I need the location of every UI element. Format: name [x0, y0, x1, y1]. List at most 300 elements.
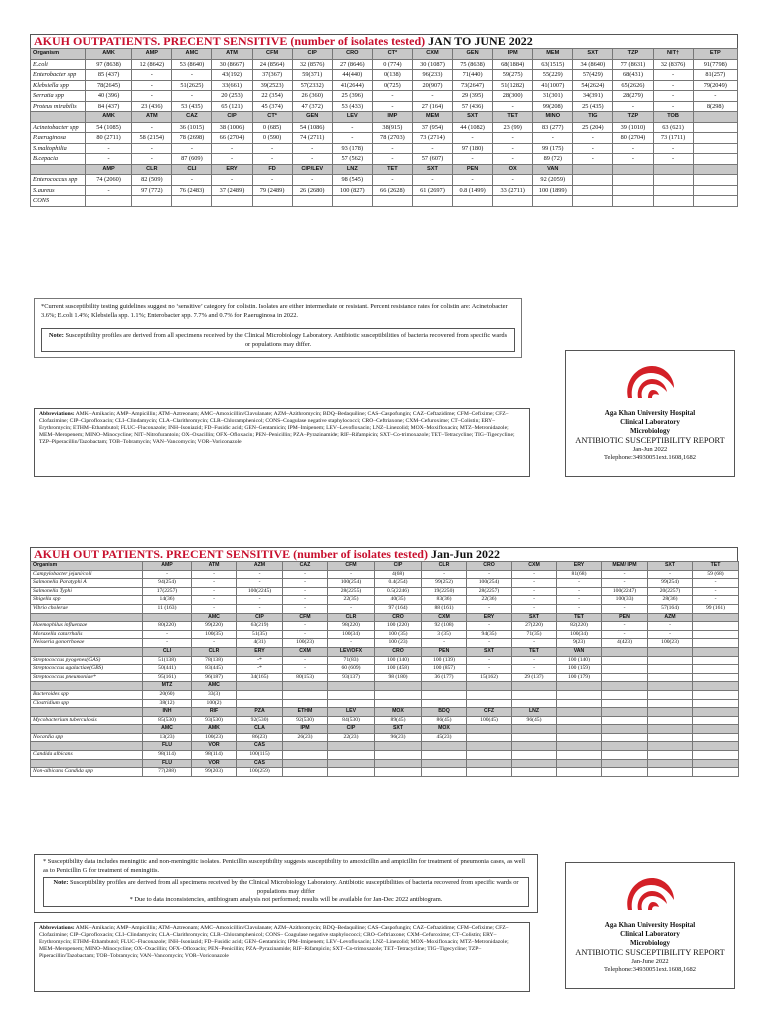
antibiotic-code: ATM — [132, 112, 172, 123]
antibiotic-code: BDQ — [422, 708, 467, 717]
susceptibility-value: 13(23) — [143, 733, 192, 742]
susceptibility-value: 29 (137) — [512, 673, 557, 682]
susceptibility-value: - — [283, 579, 328, 588]
susceptibility-value: 57 (562) — [332, 154, 372, 165]
susceptibility-value: - — [172, 70, 212, 81]
antibiotic-code: RIF — [192, 708, 237, 717]
susceptibility-value: 58 (2154) — [132, 133, 172, 144]
organism-name: Vibrio cholerae — [31, 604, 143, 613]
susceptibility-value: 99(203) — [192, 768, 237, 777]
susceptibility-value: 28(36) — [648, 596, 693, 605]
susceptibility-value: 23 (99) — [493, 122, 533, 133]
susceptibility-value: - — [602, 579, 648, 588]
susceptibility-value: 59(275) — [493, 70, 533, 81]
antibiotic-code: MTZ — [143, 682, 192, 691]
susceptibility-value: - — [653, 143, 693, 154]
susceptibility-value: 66 (2628) — [372, 185, 412, 196]
susceptibility-value: 88 (161) — [422, 604, 467, 613]
susceptibility-value — [693, 656, 739, 665]
antibiotic-code — [557, 725, 602, 734]
organism-column-header — [31, 742, 143, 751]
antibiotic-code — [467, 742, 512, 751]
susceptibility-value — [328, 751, 375, 760]
susceptibility-value: - — [467, 665, 512, 674]
susceptibility-value — [467, 733, 512, 742]
susceptibility-value: 0(138) — [372, 70, 412, 81]
susceptibility-value — [375, 751, 422, 760]
susceptibility-value: 100 (220) — [375, 622, 422, 631]
susceptibility-value: - — [453, 154, 493, 165]
susceptibility-value: - — [602, 570, 648, 579]
antibiotic-code — [693, 682, 739, 691]
antibiotic-code: MEM — [533, 49, 573, 60]
antibiotic-code: MINO — [533, 112, 573, 123]
organism-row — [31, 622, 739, 631]
susceptibility-value: 36 (1015) — [172, 122, 212, 133]
susceptibility-value — [533, 196, 573, 207]
akuh-logo-card-2: Aga Khan University Hospital Clinical Laboratory Microbiology ANTIBIOTIC SUSCEPTIBILITY REPORT Jan-June 2022 Telephone:34930051ext.1608,1682 — [565, 862, 735, 989]
organism-column-header — [31, 682, 143, 691]
antibiotic-code: ETHM — [283, 708, 328, 717]
susceptibility-value: 100 (179) — [557, 673, 602, 682]
susceptibility-value: 39(2523) — [252, 80, 292, 91]
susceptibility-value: 27(220) — [512, 622, 557, 631]
susceptibility-value: 100(33) — [602, 596, 648, 605]
susceptibility-value: 57(164) — [648, 604, 693, 613]
susceptibility-value — [602, 665, 648, 674]
susceptibility-value: - — [212, 143, 252, 154]
susceptibility-value: 100(35) — [192, 630, 237, 639]
report-2-title: AKUH OUT PATIENTS. PRECENT SENSITIVE (number of isolates tested) Jan-Jun 2022 — [30, 547, 738, 561]
susceptibility-value: 98 (545) — [332, 175, 372, 186]
susceptibility-value: 100 (139) — [422, 656, 467, 665]
susceptibility-value: - — [557, 587, 602, 596]
antibiotic-code: MOX — [422, 725, 467, 734]
organism-name: Non-albicans Candida spp — [31, 768, 143, 777]
susceptibility-value: - — [283, 587, 328, 596]
susceptibility-value: - — [328, 639, 375, 648]
susceptibility-value — [283, 768, 328, 777]
organism-row — [31, 185, 738, 196]
susceptibility-value: - — [467, 570, 512, 579]
antibiotic-code — [375, 742, 422, 751]
susceptibility-value: 100(259) — [237, 768, 283, 777]
antibiotic-code — [375, 682, 422, 691]
susceptibility-value: 57 (436) — [453, 101, 493, 112]
susceptibility-value: - — [283, 665, 328, 674]
antibiotic-code — [602, 708, 648, 717]
susceptibility-value: 22(23) — [328, 733, 375, 742]
antibiotic-code: CRO — [375, 647, 422, 656]
susceptibility-value: - — [653, 101, 693, 112]
susceptibility-value: 41(2644) — [332, 80, 372, 91]
susceptibility-value — [132, 196, 172, 207]
susceptibility-value: 50(441) — [143, 665, 192, 674]
antibiotic-code: TET — [372, 164, 412, 175]
antibiotic-code: CAZ — [283, 562, 328, 571]
antibiotic-code: IPM — [283, 725, 328, 734]
susceptibility-value — [648, 690, 693, 699]
susceptibility-value: - — [693, 579, 739, 588]
susceptibility-value: 100(23) — [648, 639, 693, 648]
antibiotic-header-row — [31, 759, 739, 768]
susceptibility-value: 98 (180) — [375, 673, 422, 682]
susceptibility-value: 28(279) — [613, 91, 653, 102]
susceptibility-value — [693, 196, 737, 207]
susceptibility-value: 75 (8638) — [453, 59, 493, 70]
susceptibility-value: - — [372, 175, 412, 186]
antibiotic-code: ATM — [212, 49, 252, 60]
organism-row — [31, 768, 739, 777]
organism-row — [31, 154, 738, 165]
antibiotic-code — [648, 759, 693, 768]
antibiotic-code — [693, 164, 737, 175]
antibiotic-code — [693, 647, 739, 656]
susceptibility-value: 100(34) — [557, 630, 602, 639]
antibiotic-code: TZP — [613, 112, 653, 123]
susceptibility-value: 37(367) — [252, 70, 292, 81]
susceptibility-value: 44 (1082) — [453, 122, 493, 133]
susceptibility-value — [693, 122, 737, 133]
susceptibility-value: 71(83) — [328, 656, 375, 665]
organism-name: Serratia spp — [31, 91, 86, 102]
antibiotic-code: TZP — [613, 49, 653, 60]
susceptibility-value: - — [533, 133, 573, 144]
susceptibility-value — [693, 768, 739, 777]
susceptibility-value — [212, 196, 252, 207]
susceptibility-value: 32 (8376) — [653, 59, 693, 70]
antibiotic-code: PEN — [602, 613, 648, 622]
susceptibility-value: - — [613, 101, 653, 112]
susceptibility-value: 12 (8642) — [132, 59, 172, 70]
report-1 — [30, 34, 738, 207]
organism-row — [31, 630, 739, 639]
susceptibility-value: - — [192, 604, 237, 613]
susceptibility-value: - — [192, 570, 237, 579]
susceptibility-value: - — [653, 80, 693, 91]
susceptibility-value: - — [453, 175, 493, 186]
antibiotic-code — [648, 708, 693, 717]
antibiotic-code: GEN — [292, 112, 332, 123]
susceptibility-value: 89 (72) — [533, 154, 573, 165]
susceptibility-value — [252, 196, 292, 207]
susceptibility-value: 25 (396) — [332, 91, 372, 102]
antibiotic-code: LEV/OFX — [328, 647, 375, 656]
organism-row — [31, 673, 739, 682]
susceptibility-value: - — [493, 175, 533, 186]
susceptibility-value: - — [292, 154, 332, 165]
antibiotic-code: LNZ — [332, 164, 372, 175]
susceptibility-value: 100 (458) — [375, 665, 422, 674]
susceptibility-value: 59(371) — [292, 70, 332, 81]
susceptibility-value: 93(530) — [192, 716, 237, 725]
susceptibility-value — [693, 143, 737, 154]
organism-row — [31, 122, 738, 133]
antibiotic-code: CFM — [328, 562, 375, 571]
susceptibility-value: 25 (435) — [573, 101, 613, 112]
susceptibility-value: -* — [237, 665, 283, 674]
antibiotic-code — [693, 613, 739, 622]
susceptibility-value — [422, 751, 467, 760]
susceptibility-value: 51(138) — [143, 656, 192, 665]
susceptibility-value: - — [493, 154, 533, 165]
organism-name: CONS — [31, 196, 86, 207]
susceptibility-value: 96(45) — [512, 716, 557, 725]
antibiotic-code: CRO — [332, 49, 372, 60]
antibiotic-code — [328, 682, 375, 691]
susceptibility-value: 97 (772) — [132, 185, 172, 196]
antibiotic-code: NIT† — [653, 49, 693, 60]
antibiotic-code: INH — [143, 708, 192, 717]
susceptibility-value: - — [172, 175, 212, 186]
antibiotic-code — [573, 164, 613, 175]
susceptibility-value: - — [372, 101, 412, 112]
susceptibility-value — [85, 196, 131, 207]
organism-name: Streptococcus pneumoniae* — [31, 673, 143, 682]
susceptibility-value: - — [602, 630, 648, 639]
susceptibility-value: 76 (2483) — [172, 185, 212, 196]
susceptibility-value: 74 (2711) — [292, 133, 332, 144]
antibiotic-code: IPM — [493, 49, 533, 60]
susceptibility-value: 99(220) — [192, 622, 237, 631]
susceptibility-value: - — [143, 639, 192, 648]
antibiotic-code: IMP — [372, 112, 412, 123]
susceptibility-value: - — [648, 622, 693, 631]
susceptibility-value: - — [132, 70, 172, 81]
antibiotic-code: TET — [693, 562, 739, 571]
susceptibility-value: - — [412, 143, 452, 154]
susceptibility-value — [648, 699, 693, 708]
antibiotic-code: VOR — [192, 759, 237, 768]
antibiotic-code: SXT — [453, 112, 493, 123]
antibiotic-header-row — [31, 49, 738, 60]
susceptibility-value: 85 (437) — [85, 70, 131, 81]
susceptibility-value: - — [192, 579, 237, 588]
antibiotic-code: TET — [493, 112, 533, 123]
susceptibility-value: - — [512, 665, 557, 674]
susceptibility-value: 99 (175) — [533, 143, 573, 154]
antibiotic-header-row — [31, 742, 739, 751]
organism-column-header — [31, 759, 143, 768]
organism-name: Acinetobacter spp — [31, 122, 86, 133]
susceptibility-value: 0 (590) — [252, 133, 292, 144]
susceptibility-value — [557, 751, 602, 760]
susceptibility-value: 93(137) — [328, 673, 375, 682]
susceptibility-value: - — [557, 596, 602, 605]
susceptibility-table-1 — [30, 48, 738, 207]
susceptibility-value — [648, 673, 693, 682]
susceptibility-value: 65 (121) — [212, 101, 252, 112]
susceptibility-value: 0 (774) — [372, 59, 412, 70]
susceptibility-value: 96(187) — [192, 673, 237, 682]
antibiotic-code — [653, 164, 693, 175]
susceptibility-value: 100 (1899) — [533, 185, 573, 196]
susceptibility-value: 37 (2489) — [212, 185, 252, 196]
antibiotic-code: ERY — [467, 613, 512, 622]
susceptibility-value: 0(725) — [372, 80, 412, 91]
susceptibility-value: 92 (2059) — [533, 175, 573, 186]
susceptibility-value — [602, 673, 648, 682]
susceptibility-value — [375, 699, 422, 708]
antibiotic-code: AMC — [143, 725, 192, 734]
akuh-logo-icon — [622, 872, 678, 916]
susceptibility-value: 28(300) — [493, 91, 533, 102]
antibiotic-code: CXM — [283, 647, 328, 656]
susceptibility-value: - — [283, 604, 328, 613]
susceptibility-value — [467, 751, 512, 760]
susceptibility-value — [372, 196, 412, 207]
susceptibility-value — [602, 751, 648, 760]
susceptibility-note-box: Note: Susceptibility profiles are derived from all specimens received by the Clinical Microbiology Laboratory. Antibiotic susceptibilities of bacteria recovered from specific wards or populations may differ. — [41, 328, 515, 352]
susceptibility-value: 30 (8667) — [212, 59, 252, 70]
antibiotic-code — [328, 759, 375, 768]
susceptibility-value: 23 (436) — [132, 101, 172, 112]
susceptibility-value: 51(2625) — [172, 80, 212, 91]
susceptibility-value: - — [557, 579, 602, 588]
antibiotic-code: CLR — [192, 647, 237, 656]
susceptibility-value — [467, 768, 512, 777]
antibiotic-code: CFM — [252, 49, 292, 60]
susceptibility-value — [602, 656, 648, 665]
antibiotic-code: AMC — [192, 613, 237, 622]
susceptibility-value — [557, 699, 602, 708]
organism-name: P.aeruginosa — [31, 133, 86, 144]
susceptibility-value: 22 (354) — [252, 91, 292, 102]
antibiotic-code: PZA — [237, 708, 283, 717]
abbreviations-1: Abbreviations: AMK–Amikacin; AMP–Ampicillin; ATM–Aztreonam; AMC–Amoxicillin/Clavulanate; AZM–Azithromycin; BDQ–Bedaquiline; CAS–Caspofungin; CAZ–Ceftazidime; CFM–Cefixime; CFZ–Clofazimine; CIP–Ciprofloxacin; CLI–Clindamycin; CLA–Clarithromycin; CLR–Chloramphenicol; CONS–Coagulase negative staphylococci; CRO–Ceftriaxone; CXM–Cefuroxime; CT–Colistin; ERY–Erythromycin; ETHM–Ethambutol; FLUC–Fluconazole; INH–Isoniazid; FD–Fusidic acid; GEN–Gentamicin; IPM–Imipenem; LEV–Levofloxacin; LNZ–Linezolid; MOX–Moxifloxacin; MTZ–Metronidazole; MEM–Meropenem; MINO–Minocycline; NIT–Nitrofurantoin; OX–Oxacillin; OFX–Ofloxacin; PEN–Penicillin; PZA–Pyrazinamide; RIF–Rifampicin; SXT–Co-trimoxazole; TET–Tetracycline; TIG–Tigecycline; TZP–Piperacillin/Tazobactam; TOB–Tobramycin; VAN–Vancomycin; VOR–Voriconazole — [34, 408, 530, 477]
susceptibility-value: 84(530) — [328, 716, 375, 725]
organism-name: Campylobacter jejuni/coli — [31, 570, 143, 579]
susceptibility-value: - — [493, 101, 533, 112]
organism-name: Klebsiella spp — [31, 80, 86, 91]
antibiotic-code: FLU — [143, 742, 192, 751]
organism-column-header: Organism — [31, 49, 86, 60]
organism-row — [31, 579, 739, 588]
antibiotic-code: FLU — [143, 759, 192, 768]
antibiotic-code — [557, 708, 602, 717]
susceptibility-value: - — [237, 604, 283, 613]
susceptibility-value: - — [172, 143, 212, 154]
susceptibility-value: 71(35) — [512, 630, 557, 639]
antibiotic-code: ETP — [693, 49, 737, 60]
susceptibility-value — [693, 154, 737, 165]
susceptibility-value: - — [467, 656, 512, 665]
susceptibility-value — [613, 185, 653, 196]
susceptibility-value: - — [467, 604, 512, 613]
susceptibility-value — [512, 768, 557, 777]
susceptibility-value: 22(35) — [328, 596, 375, 605]
antibiotic-code: AMP — [85, 164, 131, 175]
organism-name: Clostridium spp — [31, 699, 143, 708]
susceptibility-value: - — [602, 604, 648, 613]
susceptibility-value: 54(2624) — [573, 80, 613, 91]
organism-row — [31, 716, 739, 725]
susceptibility-value: 82(220) — [557, 622, 602, 631]
susceptibility-value: 33 (2711) — [493, 185, 533, 196]
organism-name: Streptococcus agalactiae(GBS) — [31, 665, 143, 674]
susceptibility-value: 20(60) — [143, 690, 192, 699]
susceptibility-value — [693, 690, 739, 699]
organism-name: Haemophilus influenzae — [31, 622, 143, 631]
susceptibility-value: 78 (2698) — [172, 133, 212, 144]
organism-name: Nocardia spp — [31, 733, 143, 742]
antibiotic-code: TIG — [573, 112, 613, 123]
antibiotic-code: CIP — [328, 725, 375, 734]
organism-name: S.maltophilia — [31, 143, 86, 154]
susceptibility-value — [653, 175, 693, 186]
antibiotic-code — [283, 742, 328, 751]
susceptibility-value: -* — [237, 656, 283, 665]
antibiotic-code — [467, 682, 512, 691]
organism-row — [31, 101, 738, 112]
antibiotic-code: AMP — [143, 562, 192, 571]
antibiotic-code: CRO — [375, 613, 422, 622]
organism-name: E.coli — [31, 59, 86, 70]
antibiotic-code — [467, 725, 512, 734]
akuh-logo-icon — [622, 360, 678, 404]
susceptibility-value: 60 (609) — [328, 665, 375, 674]
antibiotic-code: LEV — [328, 708, 375, 717]
susceptibility-value: 11 (163) — [143, 604, 192, 613]
susceptibility-value: 93 (178) — [332, 143, 372, 154]
susceptibility-value: 27 (8646) — [332, 59, 372, 70]
susceptibility-value: - — [493, 133, 533, 144]
susceptibility-value: 92 (108) — [422, 622, 467, 631]
organism-name: Streptococcus pyogenes(GAS) — [31, 656, 143, 665]
susceptibility-value: - — [132, 91, 172, 102]
antibiotic-code — [512, 742, 557, 751]
susceptibility-value: 99 (161) — [693, 604, 739, 613]
susceptibility-value: 81(257) — [693, 70, 737, 81]
susceptibility-value: - — [212, 175, 252, 186]
susceptibility-value — [693, 699, 739, 708]
susceptibility-value: - — [132, 80, 172, 91]
akuh-logo-card-1: Aga Khan University Hospital Clinical Laboratory Microbiology ANTIBIOTIC SUSCEPTIBILITY REPORT Jan-Jun 2022 Telephone:34930051ext.1608,1682 — [565, 350, 735, 477]
susceptibility-value: 97 (164) — [375, 604, 422, 613]
susceptibility-value: - — [172, 91, 212, 102]
organism-name: Enterococcus spp — [31, 175, 86, 186]
antibiotic-code: TET — [512, 647, 557, 656]
susceptibility-value — [467, 699, 512, 708]
susceptibility-value: 91(7798) — [693, 59, 737, 70]
organism-row — [31, 70, 738, 81]
antibiotic-code: AMK — [85, 112, 131, 123]
susceptibility-value — [602, 733, 648, 742]
susceptibility-value — [512, 751, 557, 760]
antibiotic-code — [648, 742, 693, 751]
susceptibility-value: - — [252, 175, 292, 186]
susceptibility-value: - — [328, 604, 375, 613]
susceptibility-value: 99(208) — [533, 101, 573, 112]
antibiotic-code: CIP — [292, 49, 332, 60]
susceptibility-value: 100(45) — [467, 716, 512, 725]
antibiotic-code: AMC — [172, 49, 212, 60]
organism-row — [31, 596, 739, 605]
susceptibility-value: - — [422, 570, 467, 579]
susceptibility-value: 0 (685) — [252, 122, 292, 133]
susceptibility-value: 54 (1086) — [292, 122, 332, 133]
susceptibility-value — [237, 699, 283, 708]
susceptibility-value: 45 (374) — [252, 101, 292, 112]
organism-row — [31, 196, 738, 207]
susceptibility-value: 63(1515) — [533, 59, 573, 70]
susceptibility-value: - — [412, 91, 452, 102]
susceptibility-value: 95(161) — [143, 673, 192, 682]
organism-row — [31, 80, 738, 91]
organism-row — [31, 639, 739, 648]
antibiotic-code: TET — [557, 613, 602, 622]
susceptibility-value: 82 (509) — [132, 175, 172, 186]
